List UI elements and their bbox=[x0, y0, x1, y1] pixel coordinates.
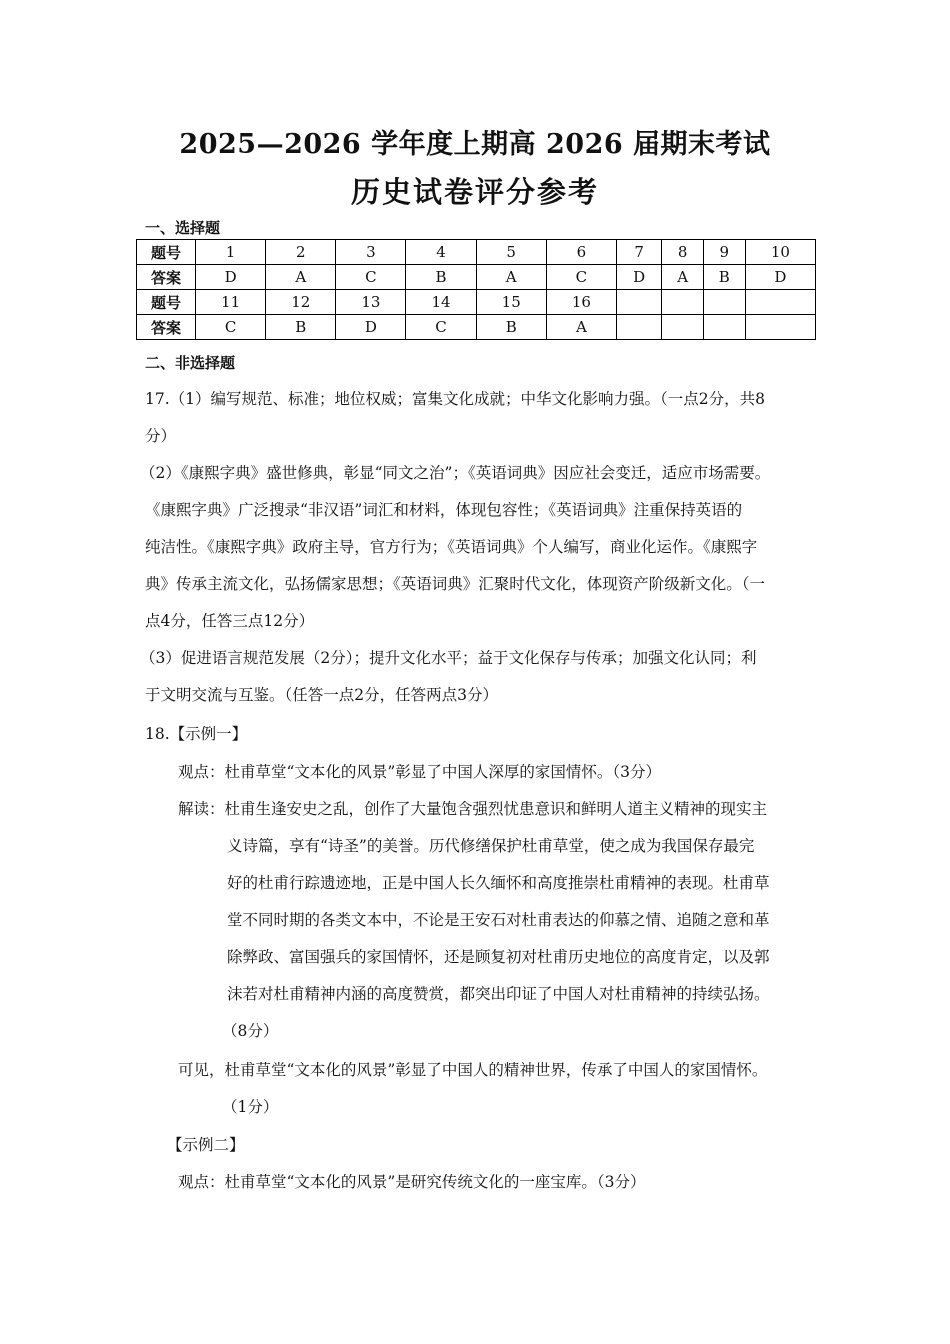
section-1-heading: 一、选择题 bbox=[145, 219, 221, 237]
table-row bbox=[137, 290, 816, 315]
q18-reading-line: 堂不同时期的各类文本中，不论是王安石对杜甫表达的仰慕之情、追随之意和革 bbox=[227, 911, 770, 929]
question-number: 5 bbox=[476, 240, 546, 265]
q18-reading-line: 除弊政、富国强兵的家国情怀，还是顾复初对杜甫历史地位的高度肯定，以及郭 bbox=[227, 948, 770, 966]
answer-cell: C bbox=[336, 265, 406, 290]
question-number: 7 bbox=[616, 240, 662, 265]
q17-line: 《康熙字典》广泛搜录“非汉语”词汇和材料，体现包容性；《英语词典》注重保持英语的 bbox=[145, 501, 743, 519]
answer-cell bbox=[616, 315, 662, 340]
answer-cell: A bbox=[662, 265, 703, 290]
q18-reading-line: 沫若对杜甫精神内涵的高度赞赏，都突出印证了中国人对杜甫精神的持续弘扬。 bbox=[227, 985, 770, 1003]
answer-cell: D bbox=[196, 265, 266, 290]
q18-example1-view: 观点：杜甫草堂“文本化的风景”彰显了中国人深厚的家国情怀。（3分） bbox=[178, 763, 661, 781]
q18-reading-line: （8分） bbox=[222, 1022, 279, 1040]
exam-subtitle: 历史试卷评分参考 bbox=[350, 175, 599, 209]
answer-cell: A bbox=[476, 265, 546, 290]
answer-cell: B bbox=[476, 315, 546, 340]
answer-cell: D bbox=[336, 315, 406, 340]
answer-cell bbox=[703, 315, 745, 340]
question-number: 15 bbox=[476, 290, 546, 315]
answer-cell bbox=[662, 315, 703, 340]
question-number: 1 bbox=[196, 240, 266, 265]
table-row bbox=[137, 265, 816, 290]
question-number: 12 bbox=[266, 290, 336, 315]
table-row bbox=[137, 240, 816, 265]
row-label-question: 题号 bbox=[137, 240, 196, 265]
answer-cell: A bbox=[266, 265, 336, 290]
q17-line: 典》传承主流文化，弘扬儒家思想；《英语词典》汇聚时代文化，体现资产阶级新文化。（一 bbox=[145, 575, 766, 593]
question-number: 10 bbox=[745, 240, 815, 265]
question-number: 16 bbox=[546, 290, 616, 315]
q18-reading-line: 义诗篇，享有“诗圣”的美誉。历代修缮保护杜甫草堂，使之成为我国保存最完 bbox=[227, 837, 755, 855]
answer-cell: C bbox=[546, 265, 616, 290]
q17-line: 分） bbox=[145, 427, 177, 445]
q17-line: 点4分，任答三点12分） bbox=[145, 612, 315, 630]
answer-cell: D bbox=[616, 265, 662, 290]
question-number: 3 bbox=[336, 240, 406, 265]
q18-conclusion-line: 可见，杜甫草堂“文本化的风景”彰显了中国人的精神世界，传承了中国人的家国情怀。 bbox=[178, 1061, 768, 1079]
question-number: 11 bbox=[196, 290, 266, 315]
q18-example2-view: 观点：杜甫草堂“文本化的风景”是研究传统文化的一座宝库。（3分） bbox=[178, 1173, 646, 1191]
row-label-answer: 答案 bbox=[137, 265, 196, 290]
exam-title: 2025—2026 学年度上期高 2026 届期末考试 bbox=[179, 129, 771, 160]
answer-cell: B bbox=[266, 315, 336, 340]
q18-conclusion-line: （1分） bbox=[222, 1098, 279, 1116]
q18-reading-line: 解读：杜甫生逢安史之乱，创作了大量饱含强烈忧患意识和鲜明人道主义精神的现实主 bbox=[178, 800, 768, 818]
question-number: 4 bbox=[406, 240, 476, 265]
q17-line: （3）促进语言规范发展（2分）；提升文化水平；益于文化保存与传承；加强文化认同；利 bbox=[140, 649, 757, 667]
answer-cell: B bbox=[703, 265, 745, 290]
answer-cell: C bbox=[196, 315, 266, 340]
answer-cell bbox=[745, 315, 815, 340]
question-number bbox=[662, 290, 703, 315]
question-number: 6 bbox=[546, 240, 616, 265]
section-2-heading: 二、非选择题 bbox=[145, 354, 236, 372]
q18-reading-line: 好的杜甫行踪遗迹地，正是中国人长久缅怀和高度推崇杜甫精神的表现。杜甫草 bbox=[227, 874, 770, 892]
question-number: 13 bbox=[336, 290, 406, 315]
question-number bbox=[616, 290, 662, 315]
answer-cell: C bbox=[406, 315, 476, 340]
question-number: 14 bbox=[406, 290, 476, 315]
question-number bbox=[745, 290, 815, 315]
question-number bbox=[703, 290, 745, 315]
q18-heading: 18.【示例一】 bbox=[145, 725, 248, 743]
question-number: 9 bbox=[703, 240, 745, 265]
question-number: 8 bbox=[662, 240, 703, 265]
table-row bbox=[137, 315, 816, 340]
answer-cell: B bbox=[406, 265, 476, 290]
q17-line: （2）《康熙字典》盛世修典，彰显“同文之治”；《英语词典》因应社会变迁，适应市场需要。 bbox=[140, 464, 771, 482]
answer-cell: A bbox=[546, 315, 616, 340]
q18-example2-heading: 【示例二】 bbox=[167, 1136, 245, 1154]
answer-table bbox=[136, 239, 816, 340]
answer-cell: D bbox=[745, 265, 815, 290]
q17-line: 于文明交流与互鉴。（任答一点2分，任答两点3分） bbox=[145, 686, 498, 704]
q17-line: 纯洁性。《康熙字典》政府主导，官方行为；《英语词典》个人编写，商业化运作。《康熙字 bbox=[145, 538, 758, 556]
q17-line: 17.（1）编写规范、标准；地位权威；富集文化成就；中华文化影响力强。（一点2分，共8 bbox=[145, 390, 765, 408]
row-label-answer: 答案 bbox=[137, 315, 196, 340]
question-number: 2 bbox=[266, 240, 336, 265]
row-label-question: 题号 bbox=[137, 290, 196, 315]
